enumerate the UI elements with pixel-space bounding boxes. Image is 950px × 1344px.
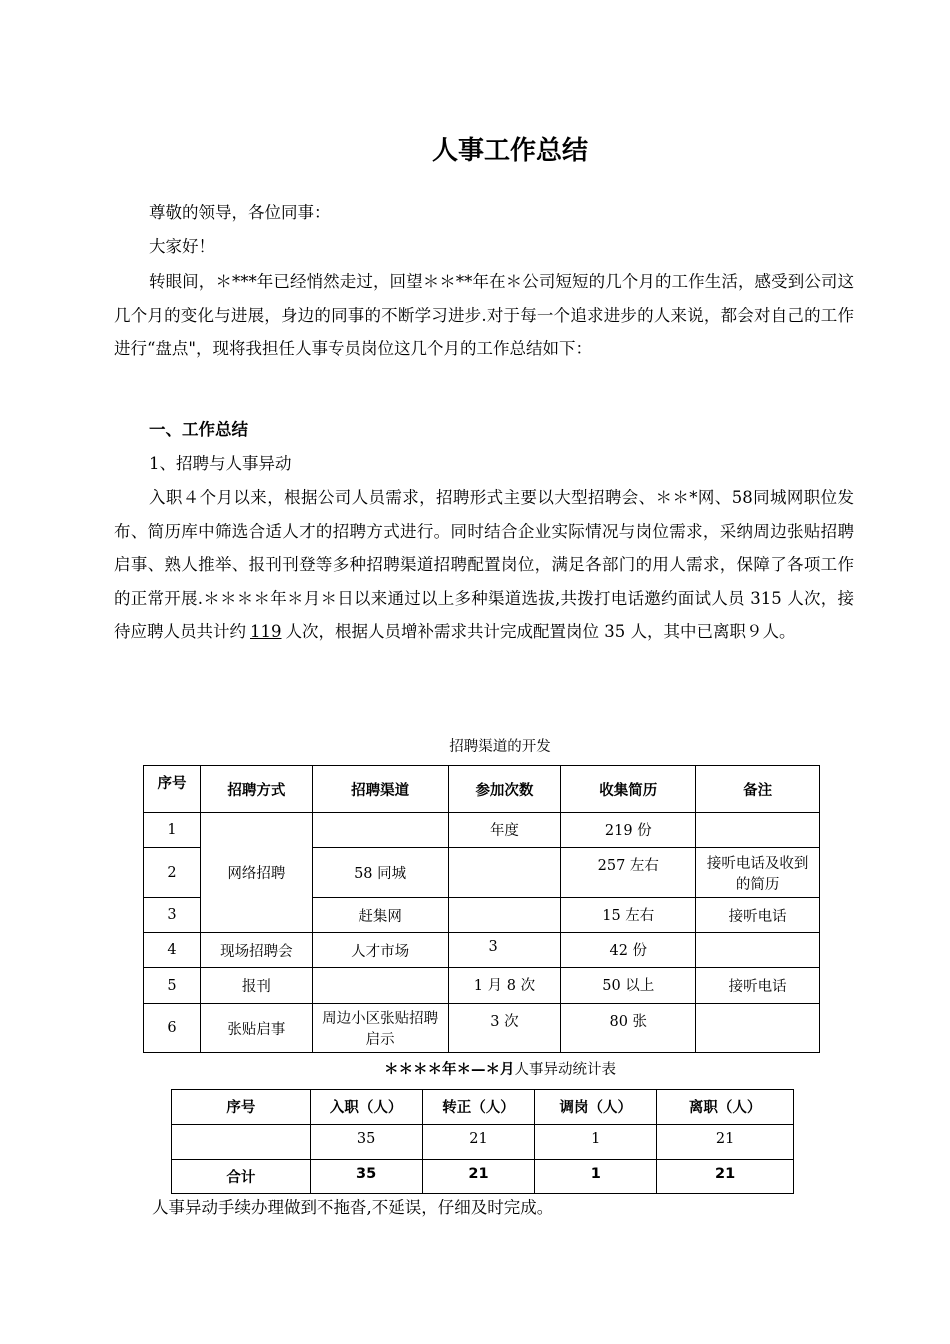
table-cell: 1 (144, 813, 201, 848)
recruitment-text-2: 人次，根据人员增补需求共计完成配置岗位 35 人，其中已离职９人。 (285, 622, 796, 641)
table-header: 序号 (144, 766, 201, 813)
table-cell: 21 (422, 1160, 535, 1194)
table-cell: 2 (144, 848, 201, 898)
table-cell: 257 左右 (561, 848, 696, 898)
table-cell: 周边小区张贴招聘启示 (312, 1004, 448, 1053)
greeting: 尊敬的领导，各位同事： (149, 203, 331, 222)
table-cell: 网络招聘 (200, 813, 312, 933)
table-cell: 6 (144, 1004, 201, 1053)
closing-text: 人事异动手续办理做到不拖沓,不延误，仔细及时完成。 (152, 1198, 554, 1217)
table-header: 入职（人） (310, 1090, 422, 1125)
table1-caption: 招聘渠道的开发 (449, 739, 551, 755)
table-cell: 接听电话及收到的简历 (696, 848, 820, 898)
table-header-row (172, 1090, 794, 1125)
table-cell: 1 (535, 1125, 657, 1160)
table-header: 招聘方式 (200, 766, 312, 813)
table-cell: 1 (535, 1160, 657, 1194)
table-header: 调岗（人） (535, 1090, 657, 1125)
hello: 大家好！ (149, 237, 215, 256)
section-heading: 一、工作总结 (149, 420, 248, 439)
table-cell: 50 以上 (561, 968, 696, 1004)
table-cell: 21 (657, 1125, 794, 1160)
table-total-row (172, 1160, 794, 1194)
table-header: 收集简历 (561, 766, 696, 813)
table-cell (696, 933, 820, 968)
table-header-row (144, 766, 820, 813)
table-cell (696, 1004, 820, 1053)
table-cell: 4 (144, 933, 201, 968)
table-row (144, 933, 820, 968)
table-cell: 年度 (448, 813, 561, 848)
table-header: 转正（人） (422, 1090, 535, 1125)
table-cell (696, 813, 820, 848)
table-cell (448, 898, 561, 933)
table-row (172, 1125, 794, 1160)
table-header: 参加次数 (448, 766, 561, 813)
table-cell: 合计 (172, 1160, 311, 1194)
table-cell: 3 (144, 898, 201, 933)
table-cell: 42 份 (561, 933, 696, 968)
table-cell: 赶集网 (312, 898, 448, 933)
table-header: 离职（人） (657, 1090, 794, 1125)
reception-count: 119 (250, 622, 282, 641)
table-header: 招聘渠道 (312, 766, 448, 813)
table-cell: 报刊 (200, 968, 312, 1004)
table-cell: 21 (657, 1160, 794, 1194)
table-cell: 35 (310, 1160, 422, 1194)
table-header: 序号 (172, 1090, 311, 1125)
table-cell: 21 (422, 1125, 535, 1160)
subsection-heading: 1、招聘与人事异动 (149, 454, 292, 473)
table-cell: 15 左右 (561, 898, 696, 933)
table-cell (312, 813, 448, 848)
table2-caption (0, 1058, 950, 1079)
table-cell: 现场招聘会 (200, 933, 312, 968)
table-cell: 3 (448, 933, 561, 968)
table-cell: 人才市场 (312, 933, 448, 968)
table-row (144, 968, 820, 1004)
table-cell: 1 月 8 次 (448, 968, 561, 1004)
table-cell: 35 (310, 1125, 422, 1160)
table-cell: 80 张 (561, 1004, 696, 1053)
table-cell (312, 968, 448, 1004)
table-cell: 5 (144, 968, 201, 1004)
table-cell: 3 次 (448, 1004, 561, 1053)
table-header: 备注 (696, 766, 820, 813)
table-row (144, 813, 820, 848)
table-cell (448, 848, 561, 898)
recruitment-channels-table (143, 765, 820, 1053)
table-cell: 接听电话 (696, 898, 820, 933)
table-cell: 张贴启事 (200, 1004, 312, 1053)
table-cell: 219 份 (561, 813, 696, 848)
personnel-changes-table (171, 1089, 794, 1194)
table2-caption-period: ＊＊＊＊年＊—＊月 (384, 1062, 515, 1078)
recruitment-paragraph (114, 481, 854, 649)
table-row (144, 1004, 820, 1053)
table2-caption-text: 人事异动统计表 (514, 1062, 616, 1078)
table-cell (172, 1125, 311, 1160)
table-cell: 接听电话 (696, 968, 820, 1004)
recruitment-text-1: 入职４个月以来，根据公司人员需求，招聘形式主要以大型招聘会、＊＊*网、58同城网职位发布、简历库中筛选合适人才的招聘方式进行。同时结合企业实际情况与岗位需求，采纳周边张贴招聘启事、熟人推举、报刊刊登等多种招聘渠道招聘配置岗位，满足各部门的用人需求，保障了各项工作的正常开展.＊＊＊＊年＊月＊日以来通过以上多种渠道选拔,共拨打电话邀约面试人员 315 人次，接待应聘人员共计约 (114, 488, 854, 641)
page-title: 人事工作总结 (431, 136, 588, 166)
intro-paragraph: 转眼间，＊***年已经悄然走过，回望＊＊**年在＊公司短短的几个月的工作生活，感受到公司这几个月的变化与进展，身边的同事的不断学习进步.对于每一个追求进步的人来说，都会对自己的工作进行“盘点"，现将我担任人事专员岗位这几个月的工作总结如下： (114, 272, 854, 358)
table-cell: 58 同城 (312, 848, 448, 898)
